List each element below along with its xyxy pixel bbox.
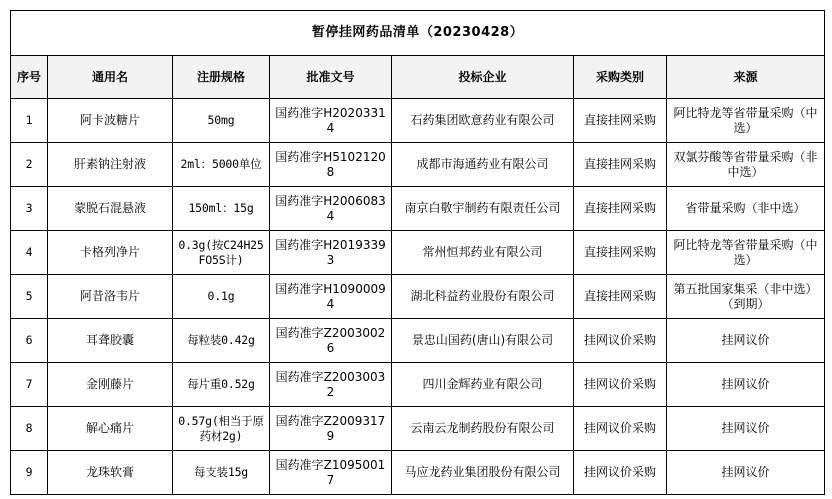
row-approval-cell: 国药准字H20060834 [270, 187, 392, 231]
row-no-cell: 1 [11, 99, 48, 143]
row-approval-cell: 国药准字Z20093179 [270, 407, 392, 451]
row-approval-cell: 国药准字Z20030032 [270, 363, 392, 407]
row-company-cell: 石药集团欧意药业有限公司 [392, 99, 574, 143]
column-header-spec: 注册规格 [173, 56, 270, 99]
row-approval-cell: 国药准字Z20030026 [270, 319, 392, 363]
row-source-cell: 挂网议价 [667, 319, 825, 363]
row-spec-cell: 每支装15g [173, 451, 270, 495]
row-approval-cell: 国药准字H10900094 [270, 275, 392, 319]
row-no-cell: 2 [11, 143, 48, 187]
drug-list-sheet [10, 10, 825, 495]
drug-table [10, 10, 825, 495]
row-name-cell: 蒙脱石混悬液 [48, 187, 173, 231]
row-spec-cell: 150ml：15g [173, 187, 270, 231]
row-no-cell: 9 [11, 451, 48, 495]
row-spec-cell: 0.3g(按C24H25FO5S计) [173, 231, 270, 275]
row-company-cell: 成都市海通药业有限公司 [392, 143, 574, 187]
row-name-cell: 阿昔洛韦片 [48, 275, 173, 319]
row-name-cell: 肝素钠注射液 [48, 143, 173, 187]
table-row [11, 187, 825, 231]
row-company-cell: 马应龙药业集团股份有限公司 [392, 451, 574, 495]
row-company-cell: 景忠山国药(唐山)有限公司 [392, 319, 574, 363]
row-approval-cell: 国药准字H51021208 [270, 143, 392, 187]
page-title: 暂停挂网药品清单（20230428） [11, 11, 825, 56]
table-row [11, 451, 825, 495]
row-name-cell: 金刚藤片 [48, 363, 173, 407]
table-row [11, 275, 825, 319]
row-spec-cell: 0.57g(相当于原药材2g) [173, 407, 270, 451]
row-source-cell: 阿比特龙等省带量采购（中选） [667, 231, 825, 275]
row-no-cell: 3 [11, 187, 48, 231]
row-source-cell: 第五批国家集采（非中选）（到期） [667, 275, 825, 319]
table-row [11, 99, 825, 143]
row-source-cell: 挂网议价 [667, 451, 825, 495]
table-row [11, 363, 825, 407]
row-company-cell: 四川金辉药业有限公司 [392, 363, 574, 407]
table-row [11, 143, 825, 187]
row-source-cell: 阿比特龙等省带量采购（中选） [667, 99, 825, 143]
column-header-no: 序号 [11, 56, 48, 99]
row-category-cell: 挂网议价采购 [574, 451, 667, 495]
column-header-approval: 批准文号 [270, 56, 392, 99]
row-approval-cell: 国药准字H20193393 [270, 231, 392, 275]
column-header-source: 来源 [667, 56, 825, 99]
row-no-cell: 7 [11, 363, 48, 407]
row-company-cell: 云南云龙制药股份有限公司 [392, 407, 574, 451]
row-no-cell: 8 [11, 407, 48, 451]
row-no-cell: 6 [11, 319, 48, 363]
table-row [11, 319, 825, 363]
row-spec-cell: 50mg [173, 99, 270, 143]
column-header-name: 通用名 [48, 56, 173, 99]
row-spec-cell: 2ml：5000单位 [173, 143, 270, 187]
table-row [11, 231, 825, 275]
row-spec-cell: 每片重0.52g [173, 363, 270, 407]
row-approval-cell: 国药准字Z10950017 [270, 451, 392, 495]
row-category-cell: 挂网议价采购 [574, 363, 667, 407]
row-source-cell: 挂网议价 [667, 363, 825, 407]
row-spec-cell: 0.1g [173, 275, 270, 319]
row-no-cell: 4 [11, 231, 48, 275]
row-source-cell: 挂网议价 [667, 407, 825, 451]
row-company-cell: 常州恒邦药业有限公司 [392, 231, 574, 275]
row-source-cell: 双氯芬酸等省带量采购（非中选） [667, 143, 825, 187]
column-header-category: 采购类别 [574, 56, 667, 99]
row-category-cell: 挂网议价采购 [574, 319, 667, 363]
row-name-cell: 卡格列净片 [48, 231, 173, 275]
header-row [11, 56, 825, 99]
row-name-cell: 龙珠软膏 [48, 451, 173, 495]
column-header-company: 投标企业 [392, 56, 574, 99]
row-category-cell: 直接挂网采购 [574, 187, 667, 231]
row-company-cell: 湖北科益药业股份有限公司 [392, 275, 574, 319]
row-name-cell: 解心痛片 [48, 407, 173, 451]
row-category-cell: 直接挂网采购 [574, 99, 667, 143]
row-source-cell: 省带量采购（非中选） [667, 187, 825, 231]
row-company-cell: 南京白敬宇制药有限责任公司 [392, 187, 574, 231]
row-approval-cell: 国药准字H20203314 [270, 99, 392, 143]
row-name-cell: 阿卡波糖片 [48, 99, 173, 143]
row-spec-cell: 每粒装0.42g [173, 319, 270, 363]
row-category-cell: 直接挂网采购 [574, 231, 667, 275]
row-category-cell: 挂网议价采购 [574, 407, 667, 451]
row-no-cell: 5 [11, 275, 48, 319]
row-name-cell: 耳聋胶囊 [48, 319, 173, 363]
row-category-cell: 直接挂网采购 [574, 143, 667, 187]
row-category-cell: 直接挂网采购 [574, 275, 667, 319]
table-row [11, 407, 825, 451]
